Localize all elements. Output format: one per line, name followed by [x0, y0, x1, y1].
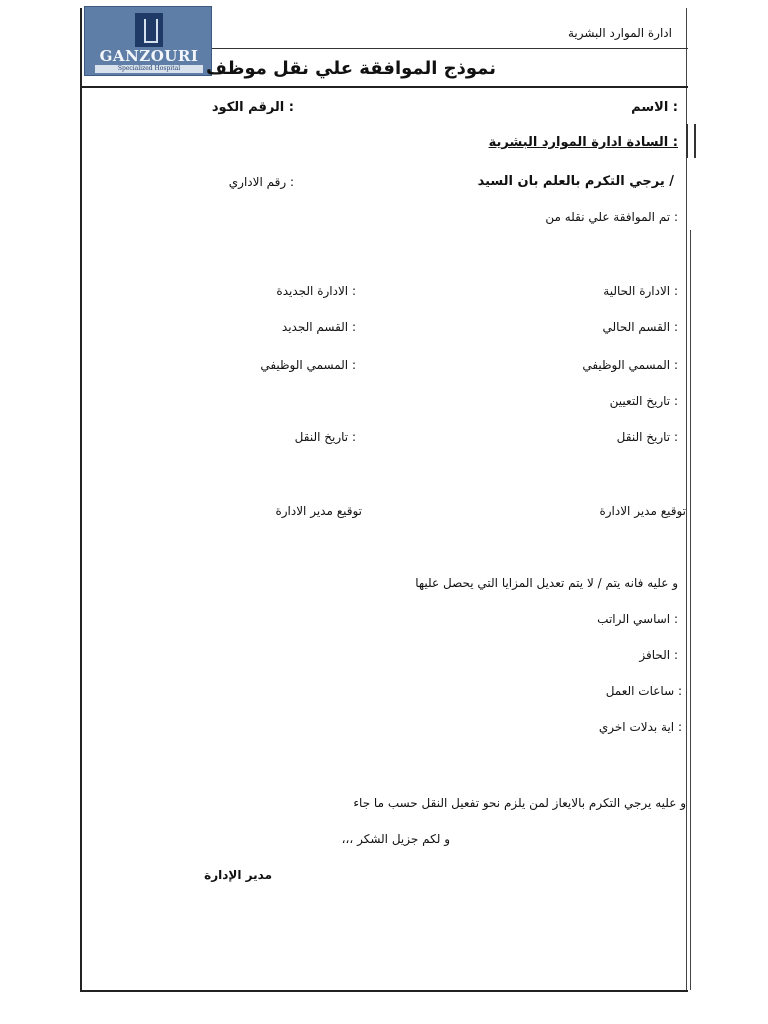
approved-transfer-line: : تم الموافقة علي نقله من — [545, 210, 678, 224]
page-border-right-inner — [690, 230, 691, 990]
new-job-title-label: : المسمي الوظيفي — [260, 358, 356, 372]
hospital-logo — [84, 6, 212, 76]
logo-emblem-icon — [135, 13, 163, 47]
current-job-title-label: : المسمي الوظيفي — [582, 358, 678, 372]
addressee: : السادة ادارة الموارد البشرية — [488, 135, 678, 150]
page-border-bottom — [80, 990, 688, 992]
benefits-statement: و عليه فانه يتم / لا يتم تعديل المزايا التي يحصل عليها — [415, 576, 678, 590]
admin-number-label: : رقم الاداري — [228, 175, 294, 189]
page-border-left — [80, 8, 82, 992]
title-rule — [80, 86, 688, 88]
current-department-label: : الادارة الحالية — [603, 284, 678, 298]
page-title: نموذج الموافقة علي نقل موظف — [206, 58, 496, 79]
new-department-label: : الادارة الجديدة — [276, 284, 356, 298]
transfer-date-label-right: : تاريخ النقل — [616, 430, 678, 444]
logo-name: GANZOURI — [99, 47, 199, 65]
thanks-line: و لكم جزيل الشكر ،،، — [341, 832, 450, 846]
code-label: : الرقم الكود — [211, 100, 294, 115]
basic-salary-label: : اساسي الراتب — [597, 612, 678, 626]
department-name: ادارة الموارد البشرية — [567, 26, 672, 40]
incentive-label: : الحافز — [639, 648, 678, 662]
addressee-bracket — [686, 124, 696, 158]
current-manager-signature: توقيع مدير الادارة — [599, 504, 686, 518]
logo-subtitle: Specialized Hospital — [95, 65, 203, 73]
manager-signature: مدير الإدارة — [204, 868, 272, 882]
header-rule — [212, 48, 688, 49]
closing-request: و عليه يرجي التكرم بالايعاز لمن يلزم نحو تفعيل النقل حسب ما جاء — [353, 796, 686, 810]
other-allowances-label: : اية بدلات اخري — [598, 720, 682, 734]
current-section-label: : القسم الحالي — [602, 320, 678, 334]
name-label: : الاسم — [631, 100, 678, 115]
new-manager-signature: توقيع مدير الادارة — [275, 504, 362, 518]
new-section-label: : القسم الجديد — [281, 320, 356, 334]
transfer-date-label-left: : تاريخ النقل — [294, 430, 356, 444]
request-line: / يرجي التكرم بالعلم بان السيد — [477, 174, 674, 189]
work-hours-label: : ساعات العمل — [605, 684, 682, 698]
hire-date-label: : تاريخ التعيين — [609, 394, 678, 408]
